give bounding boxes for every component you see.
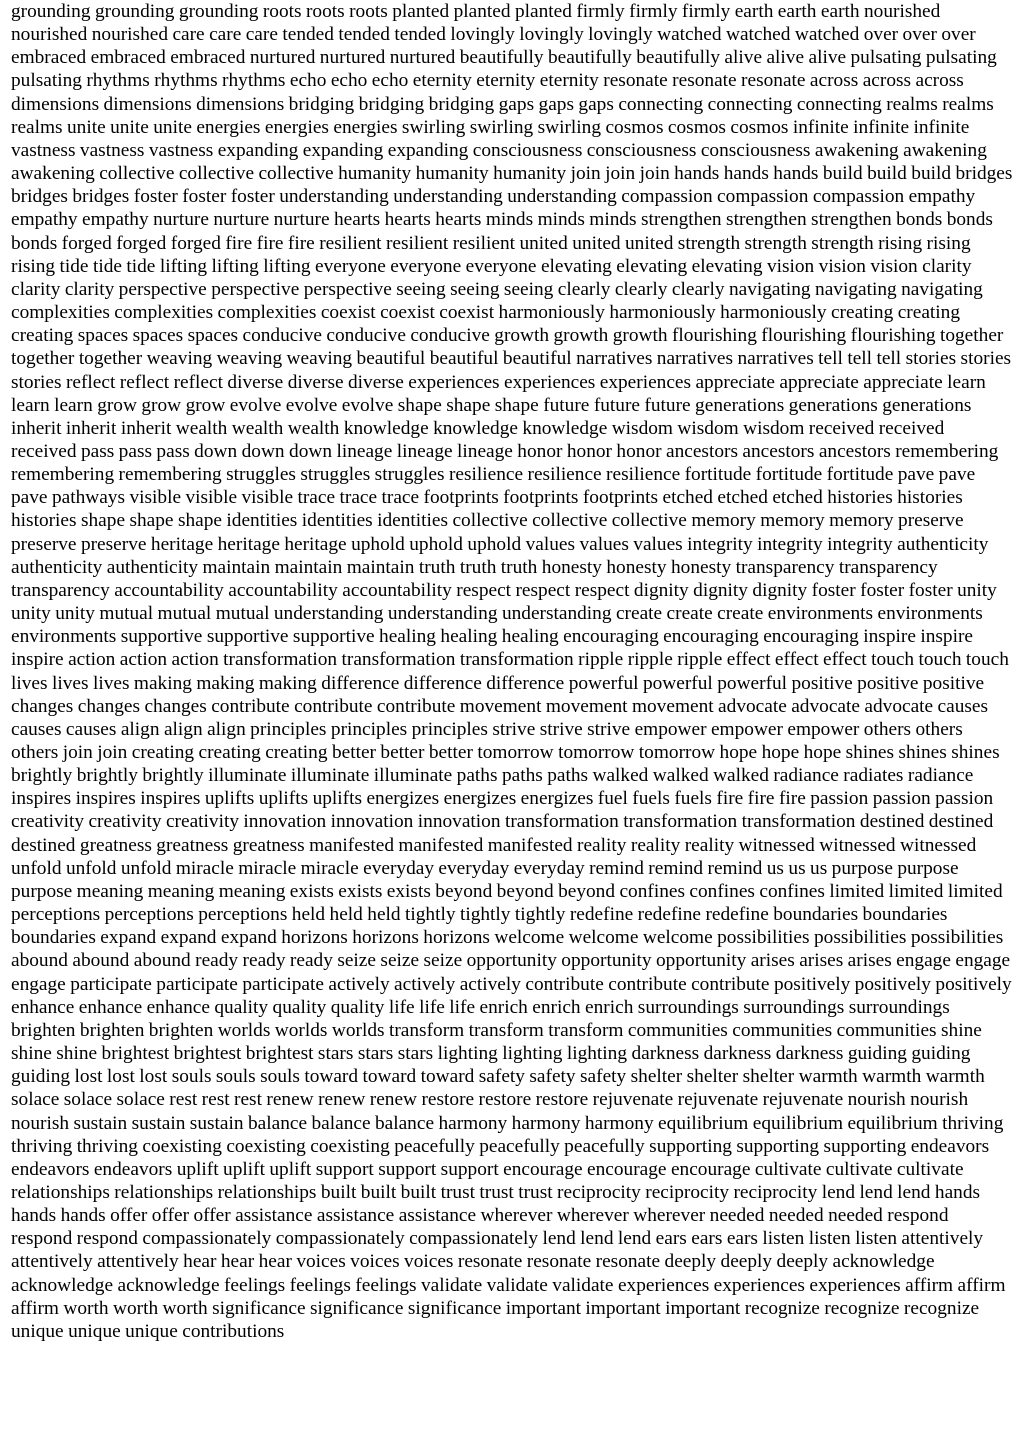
body-text: grounding grounding grounding roots roots roots planted planted planted firmly firmly firmly earth earth earth nourished nourished nourished care care care tended tended tended lovingly lovingly lovingly watched watched watched over over over embraced embraced embraced nurtured nurtured nurtured beautifully beautifully beautifully alive alive alive pulsating pulsating pulsating rhythms rhythms rhythms echo echo echo eternity eternity eternity resonate resonate resonate across across across dimensions dimensions dimensions bridging bridging bridging gaps gaps gaps connecting connecting connecting realms realms realms unite unite unite energies energies energies swirling swirling swirling cosmos cosmos cosmos infinite infinite infinite vastness vastness vastness expanding expanding expanding consciousness consciousness consciousness awakening awakening awakening collective collective collective humanity humanity humanity join join join hands hands hands build build build bridges bridges bridges foster foster foster understanding understanding understanding compassion compassion compassion empathy empathy empathy nurture nurture nurture hearts hearts hearts minds minds minds strengthen strengthen strengthen bonds bonds bonds forged forged forged fire fire fire resilient resilient resilient united united united strength strength strength rising rising rising tide tide tide lifting lifting lifting everyone everyone everyone elevating elevating elevating vision vision vision clarity clarity clarity perspective perspective perspective seeing seeing seeing clearly clearly clearly navigating navigating navigating complexities complexities complexities coexist coexist coexist harmoniously harmoniously harmoniously creating creating creating spaces spaces spaces conducive conducive conducive growth growth growth flourishing flourishing flourishing together together together weaving weaving weaving beautiful beautiful beautiful narratives narratives narratives tell tell tell stories stories stories reflect reflect reflect diverse diverse diverse experiences experiences experiences appreciate appreciate appreciate learn learn learn grow grow grow evolve evolve evolve shape shape shape future future future generations generations generations inherit inherit inherit wealth wealth wealth knowledge knowledge knowledge wisdom wisdom wisdom received received received pass pass pass down down down lineage lineage lineage honor honor honor ancestors ancestors ancestors remembering remembering remembering struggles struggles struggles resilience resilience resilience fortitude fortitude fortitude pave pave pave pathways visible visible visible trace trace trace footprints footprints footprints etched etched etched histories histories histories shape shape shape identities identities identities collective collective collective memory memory memory preserve preserve preserve heritage heritage heritage uphold uphold uphold values values values integrity integrity integrity authenticity authenticity authenticity maintain maintain maintain truth truth truth honesty honesty honesty transparency transparency transparency accountability accountability accountability respect respect respect dignity dignity dignity foster foster foster unity unity unity mutual mutual mutual understanding understanding understanding create create create environments environments environments supportive supportive supportive healing healing healing encouraging encouraging encouraging inspire inspire inspire action action action transformation transformation transformation ripple ripple ripple effect effect effect touch touch touch lives lives lives making making making difference difference difference powerful powerful powerful positive positive positive changes changes changes contribute contribute contribute movement movement movement advocate advocate advocate causes causes causes align align align principles principles principles strive strive strive empower empower empower others others others join join creating creating creating better better better tomorrow tomorrow tomorrow hope hope hope shines shines shines brightly brightly brightly illuminate illuminate illuminate paths paths paths walked walked walked radiance radiates radiance inspires inspires inspires uplifts uplifts uplifts energizes energizes energizes fuel fuels fuels fire fire fire passion passion passion creativity creativity creativity innovation innovation innovation transformation transformation transformation destined destined destined greatness greatness greatness manifested manifested manifested reality reality reality witnessed witnessed witnessed unfold unfold unfold miracle miracle miracle everyday everyday everyday remind remind remind us us us purpose purpose purpose meaning meaning meaning exists exists exists beyond beyond beyond confines confines confines limited limited limited perceptions perceptions perceptions held held held tightly tightly tightly redefine redefine redefine boundaries boundaries boundaries expand expand expand horizons horizons horizons welcome welcome welcome possibilities possibilities possibilities abound abound abound ready ready ready seize seize seize opportunity opportunity opportunity arises arises arises engage engage engage participate participate participate actively actively actively contribute contribute contribute positively positively positively enhance enhance enhance quality quality quality life life life enrich enrich enrich surroundings surroundings surroundings brighten brighten brighten worlds worlds worlds transform transform transform communities communities communities shine shine shine brightest brightest brightest stars stars stars lighting lighting lighting darkness darkness darkness guiding guiding guiding lost lost lost souls souls souls toward toward toward safety safety safety shelter shelter shelter warmth warmth warmth solace solace solace rest rest rest renew renew renew restore restore restore rejuvenate rejuvenate rejuvenate nourish nourish nourish sustain sustain sustain balance balance balance harmony harmony harmony equilibrium equilibrium equilibrium thriving thriving thriving coexisting coexisting coexisting peacefully peacefully peacefully supporting supporting supporting endeavors endeavors endeavors uplift uplift uplift support support support encourage encourage encourage cultivate cultivate cultivate relationships relationships relationships built built built trust trust trust reciprocity reciprocity reciprocity lend lend lend hands hands hands offer offer offer assistance assistance assistance wherever wherever wherever needed needed needed respond respond respond compassionately compassionately compassionately lend lend lend ears ears ears listen listen listen attentively attentively attentively hear hear hear voices voices voices resonate resonate resonate deeply deeply deeply acknowledge acknowledge acknowledge feelings feelings feelings validate validate validate experiences experiences experiences affirm affirm affirm worth worth worth significance significance significance important important important recognize recognize recognize unique unique unique contributions [11,1,1013,1342]
